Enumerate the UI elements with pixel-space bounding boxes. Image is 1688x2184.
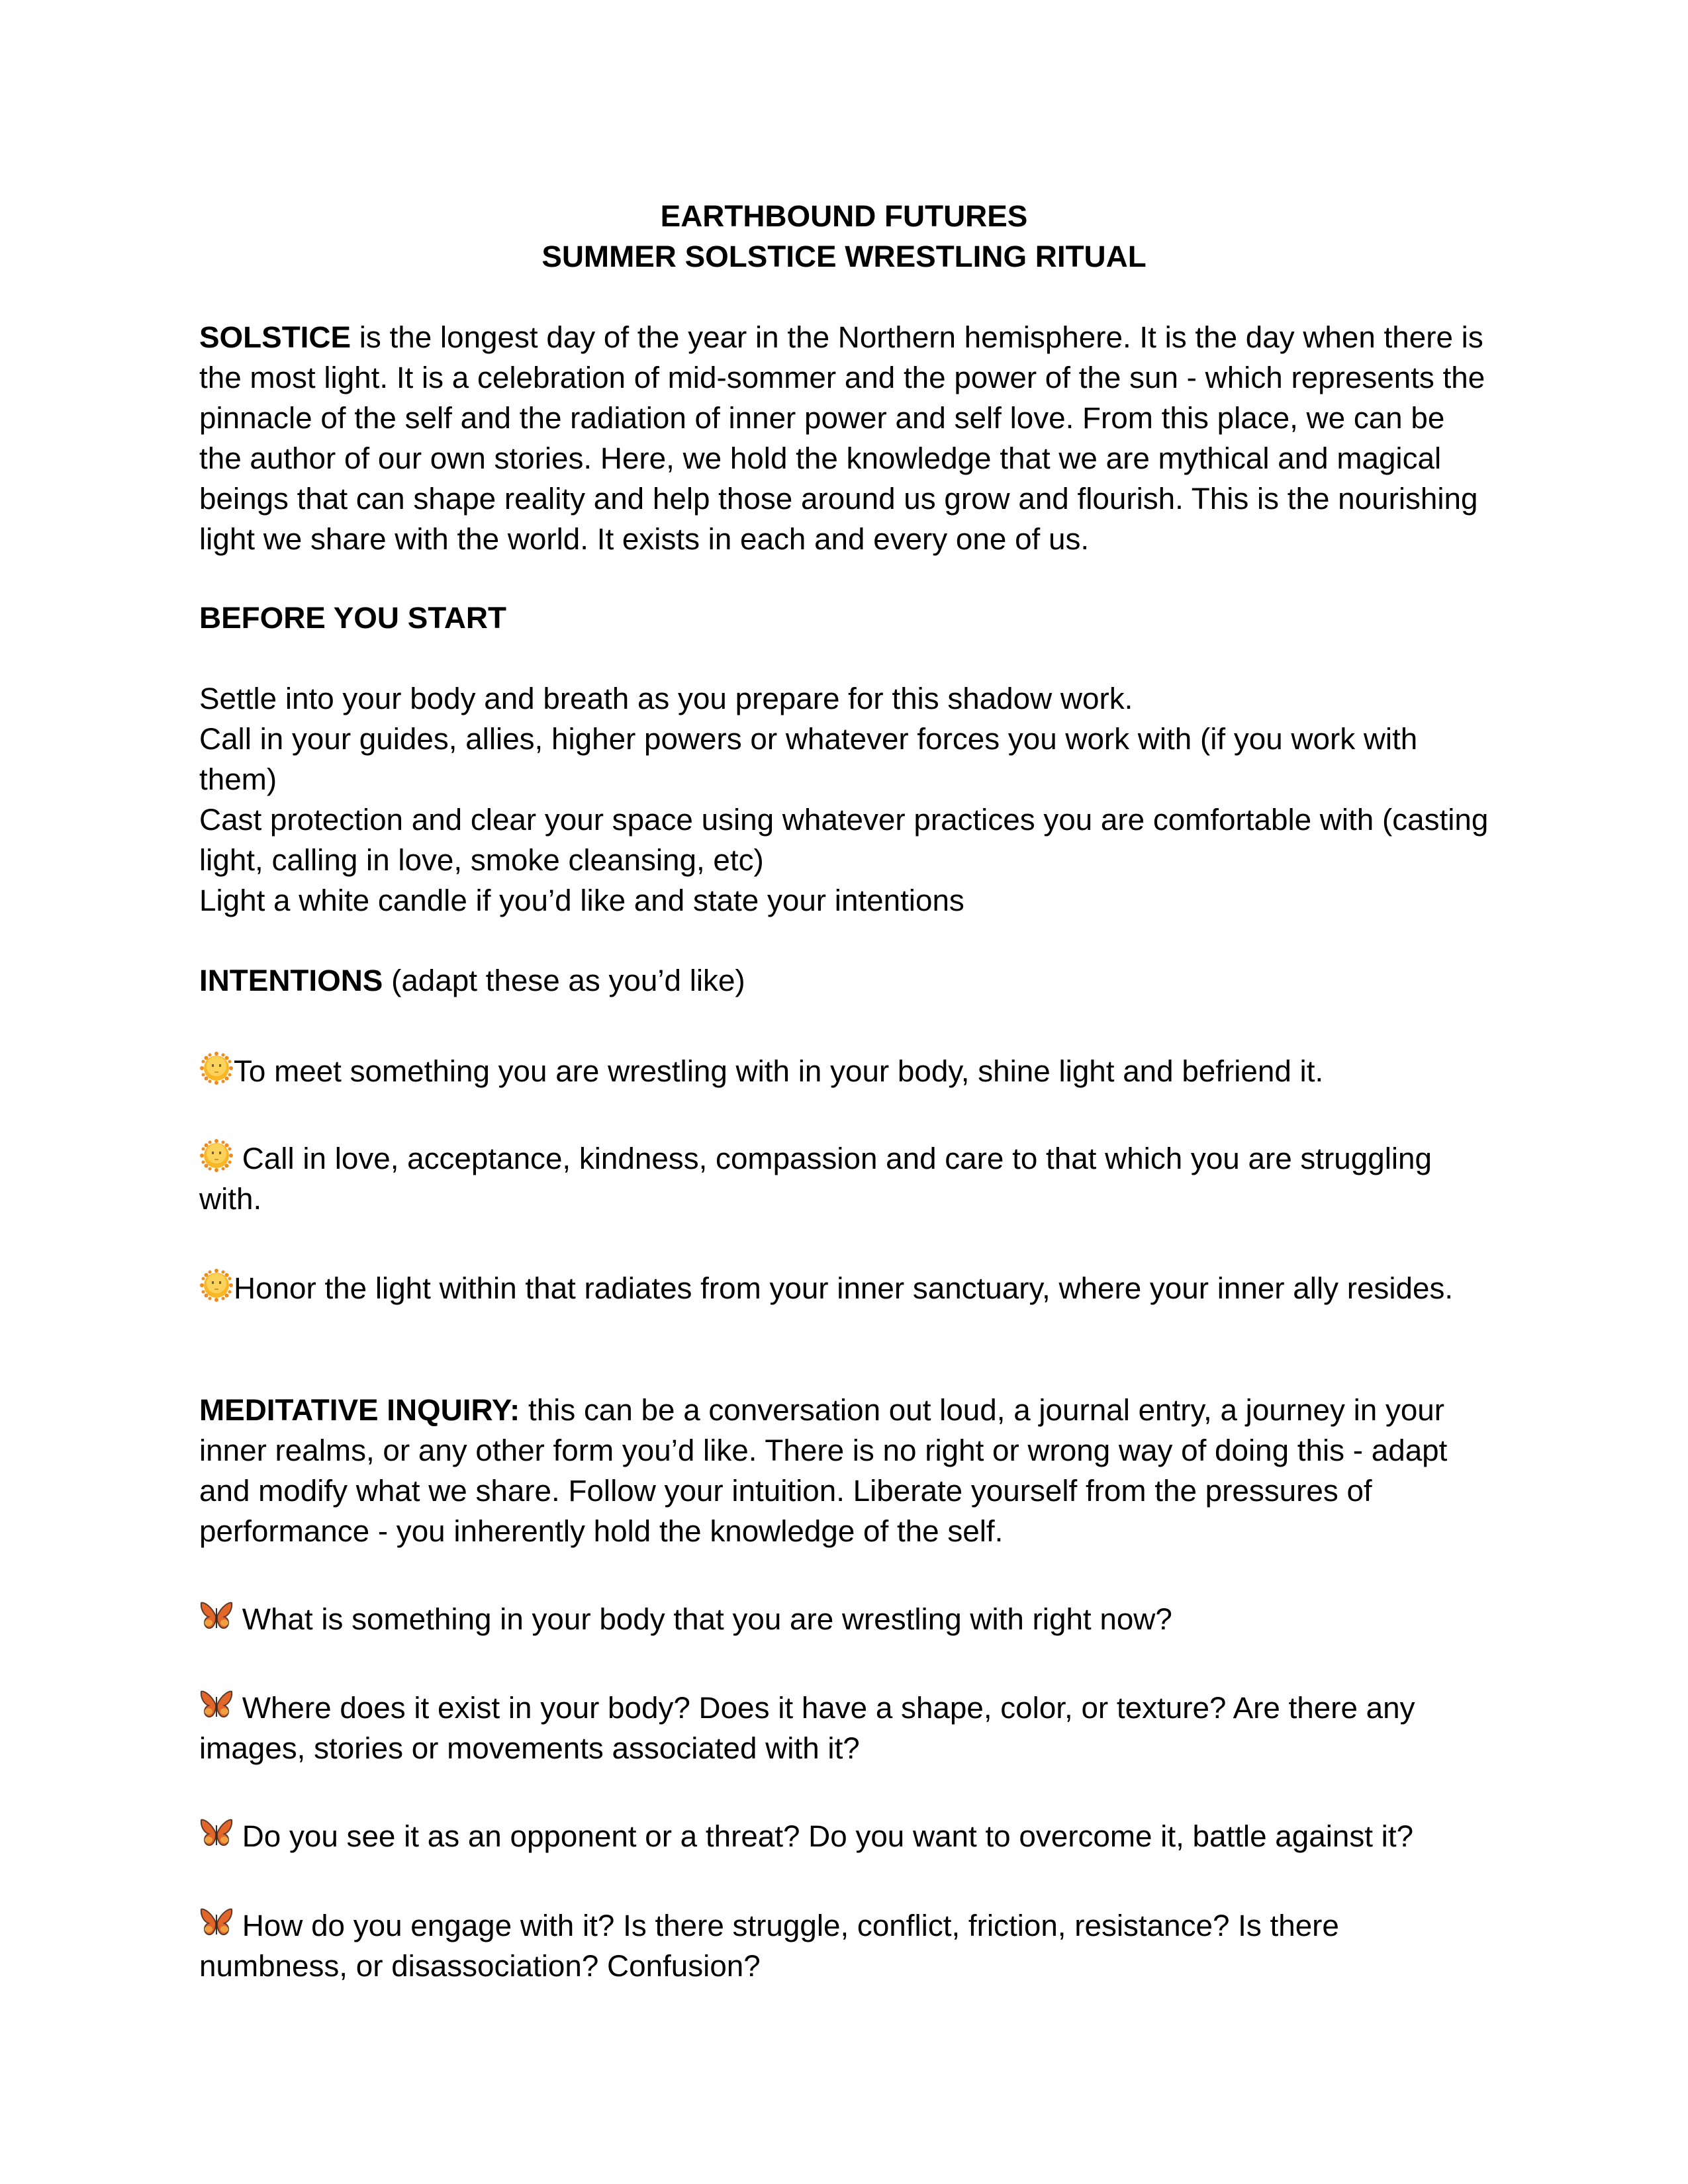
paragraph-line: performance - you inherently hold the knowledge of the self. — [199, 1514, 1004, 1548]
question-text: Do you see it as an opponent or a threat? Do you want to overcome it, battle against it? — [234, 1819, 1414, 1853]
before-line: Call in your guides, allies, higher powers or whatever forces you work with (if you work with — [199, 722, 1418, 756]
paragraph-line: light we share with the world. It exists in each and every one of us. — [199, 522, 1090, 556]
intention-text-cont: with. — [199, 1182, 262, 1216]
question-item — [199, 1816, 1510, 1856]
before-line: Cast protection and clear your space using whatever practices you are comfortable with (casting — [199, 803, 1489, 837]
question-text: How do you engage with it? Is there struggle, conflict, friction, resistance? Is there — [234, 1909, 1339, 1942]
paragraph-line: inner realms, or any other form you’d like. There is no right or wrong way of doing this - adapt — [199, 1433, 1448, 1467]
sun-icon — [199, 1138, 234, 1173]
question-text-cont: images, stories or movements associated with it? — [199, 1731, 860, 1765]
intention-item — [199, 1268, 1510, 1308]
before-heading-block — [199, 598, 1510, 638]
question-text: What is something in your body that you are wrestling with right now? — [234, 1602, 1172, 1636]
intention-text: To meet something you are wrestling with in your body, shine light and befriend it. — [234, 1054, 1324, 1088]
intention-item — [199, 1138, 1510, 1219]
intention-text: Call in love, acceptance, kindness, compassion and care to that which you are struggling — [234, 1142, 1432, 1175]
paragraph-line: the most light. It is a celebration of mid-sommer and the power of the sun - which represents the — [199, 361, 1485, 394]
inquiry-paragraph — [199, 1390, 1510, 1551]
paragraph-line: pinnacle of the self and the radiation of inner power and self love. From this place, we can be — [199, 401, 1445, 435]
before-list — [199, 678, 1510, 921]
question-text-cont: numbness, or disassociation? Confusion? — [199, 1949, 761, 1983]
butterfly-icon — [199, 1905, 234, 1940]
intentions-heading: INTENTIONS — [199, 964, 383, 997]
question-text: Where does it exist in your body? Does it have a shape, color, or texture? Are there any — [234, 1691, 1415, 1725]
before-line: them) — [199, 762, 277, 796]
solstice-lead: SOLSTICE — [199, 320, 352, 354]
butterfly-icon — [199, 1688, 234, 1722]
intentions-subheading: (adapt these as you’d like) — [383, 964, 745, 997]
sun-icon — [199, 1051, 234, 1085]
paragraph-line: the author of our own stories. Here, we hold the knowledge that we are mythical and magical — [199, 441, 1442, 475]
paragraph-text: this can be a conversation out loud, a journal entry, a journey in your — [520, 1393, 1445, 1427]
title-line-2: SUMMER SOLSTICE WRESTLING RITUAL — [541, 240, 1147, 273]
question-item — [199, 1688, 1510, 1768]
intention-item — [199, 1051, 1510, 1091]
paragraph-line: and modify what we share. Follow your intuition. Liberate yourself from the pressures of — [199, 1474, 1372, 1508]
sun-icon — [199, 1268, 234, 1302]
paragraph-line: beings that can shape reality and help those around us grow and flourish. This is the nourishing — [199, 482, 1478, 516]
before-line: light, calling in love, smoke cleansing, etc) — [199, 843, 764, 877]
title-line-1: EARTHBOUND FUTURES — [660, 199, 1028, 233]
butterfly-icon — [199, 1816, 234, 1850]
butterfly-icon — [199, 1599, 234, 1633]
paragraph-text: is the longest day of the year in the Northern hemisphere. It is the day when there is — [351, 320, 1483, 354]
inquiry-heading: MEDITATIVE INQUIRY: — [199, 1393, 520, 1427]
solstice-paragraph — [199, 317, 1510, 559]
question-item — [199, 1599, 1510, 1639]
intentions-heading-block — [199, 960, 1510, 1001]
before-line: Settle into your body and breath as you prepare for this shadow work. — [199, 682, 1133, 715]
before-heading: BEFORE YOU START — [199, 601, 506, 635]
before-line: Light a white candle if you’d like and state your intentions — [199, 884, 964, 917]
question-item — [199, 1905, 1510, 1986]
document-title — [0, 196, 1688, 277]
intention-text: Honor the light within that radiates from your inner sanctuary, where your inner ally resides. — [234, 1271, 1454, 1305]
